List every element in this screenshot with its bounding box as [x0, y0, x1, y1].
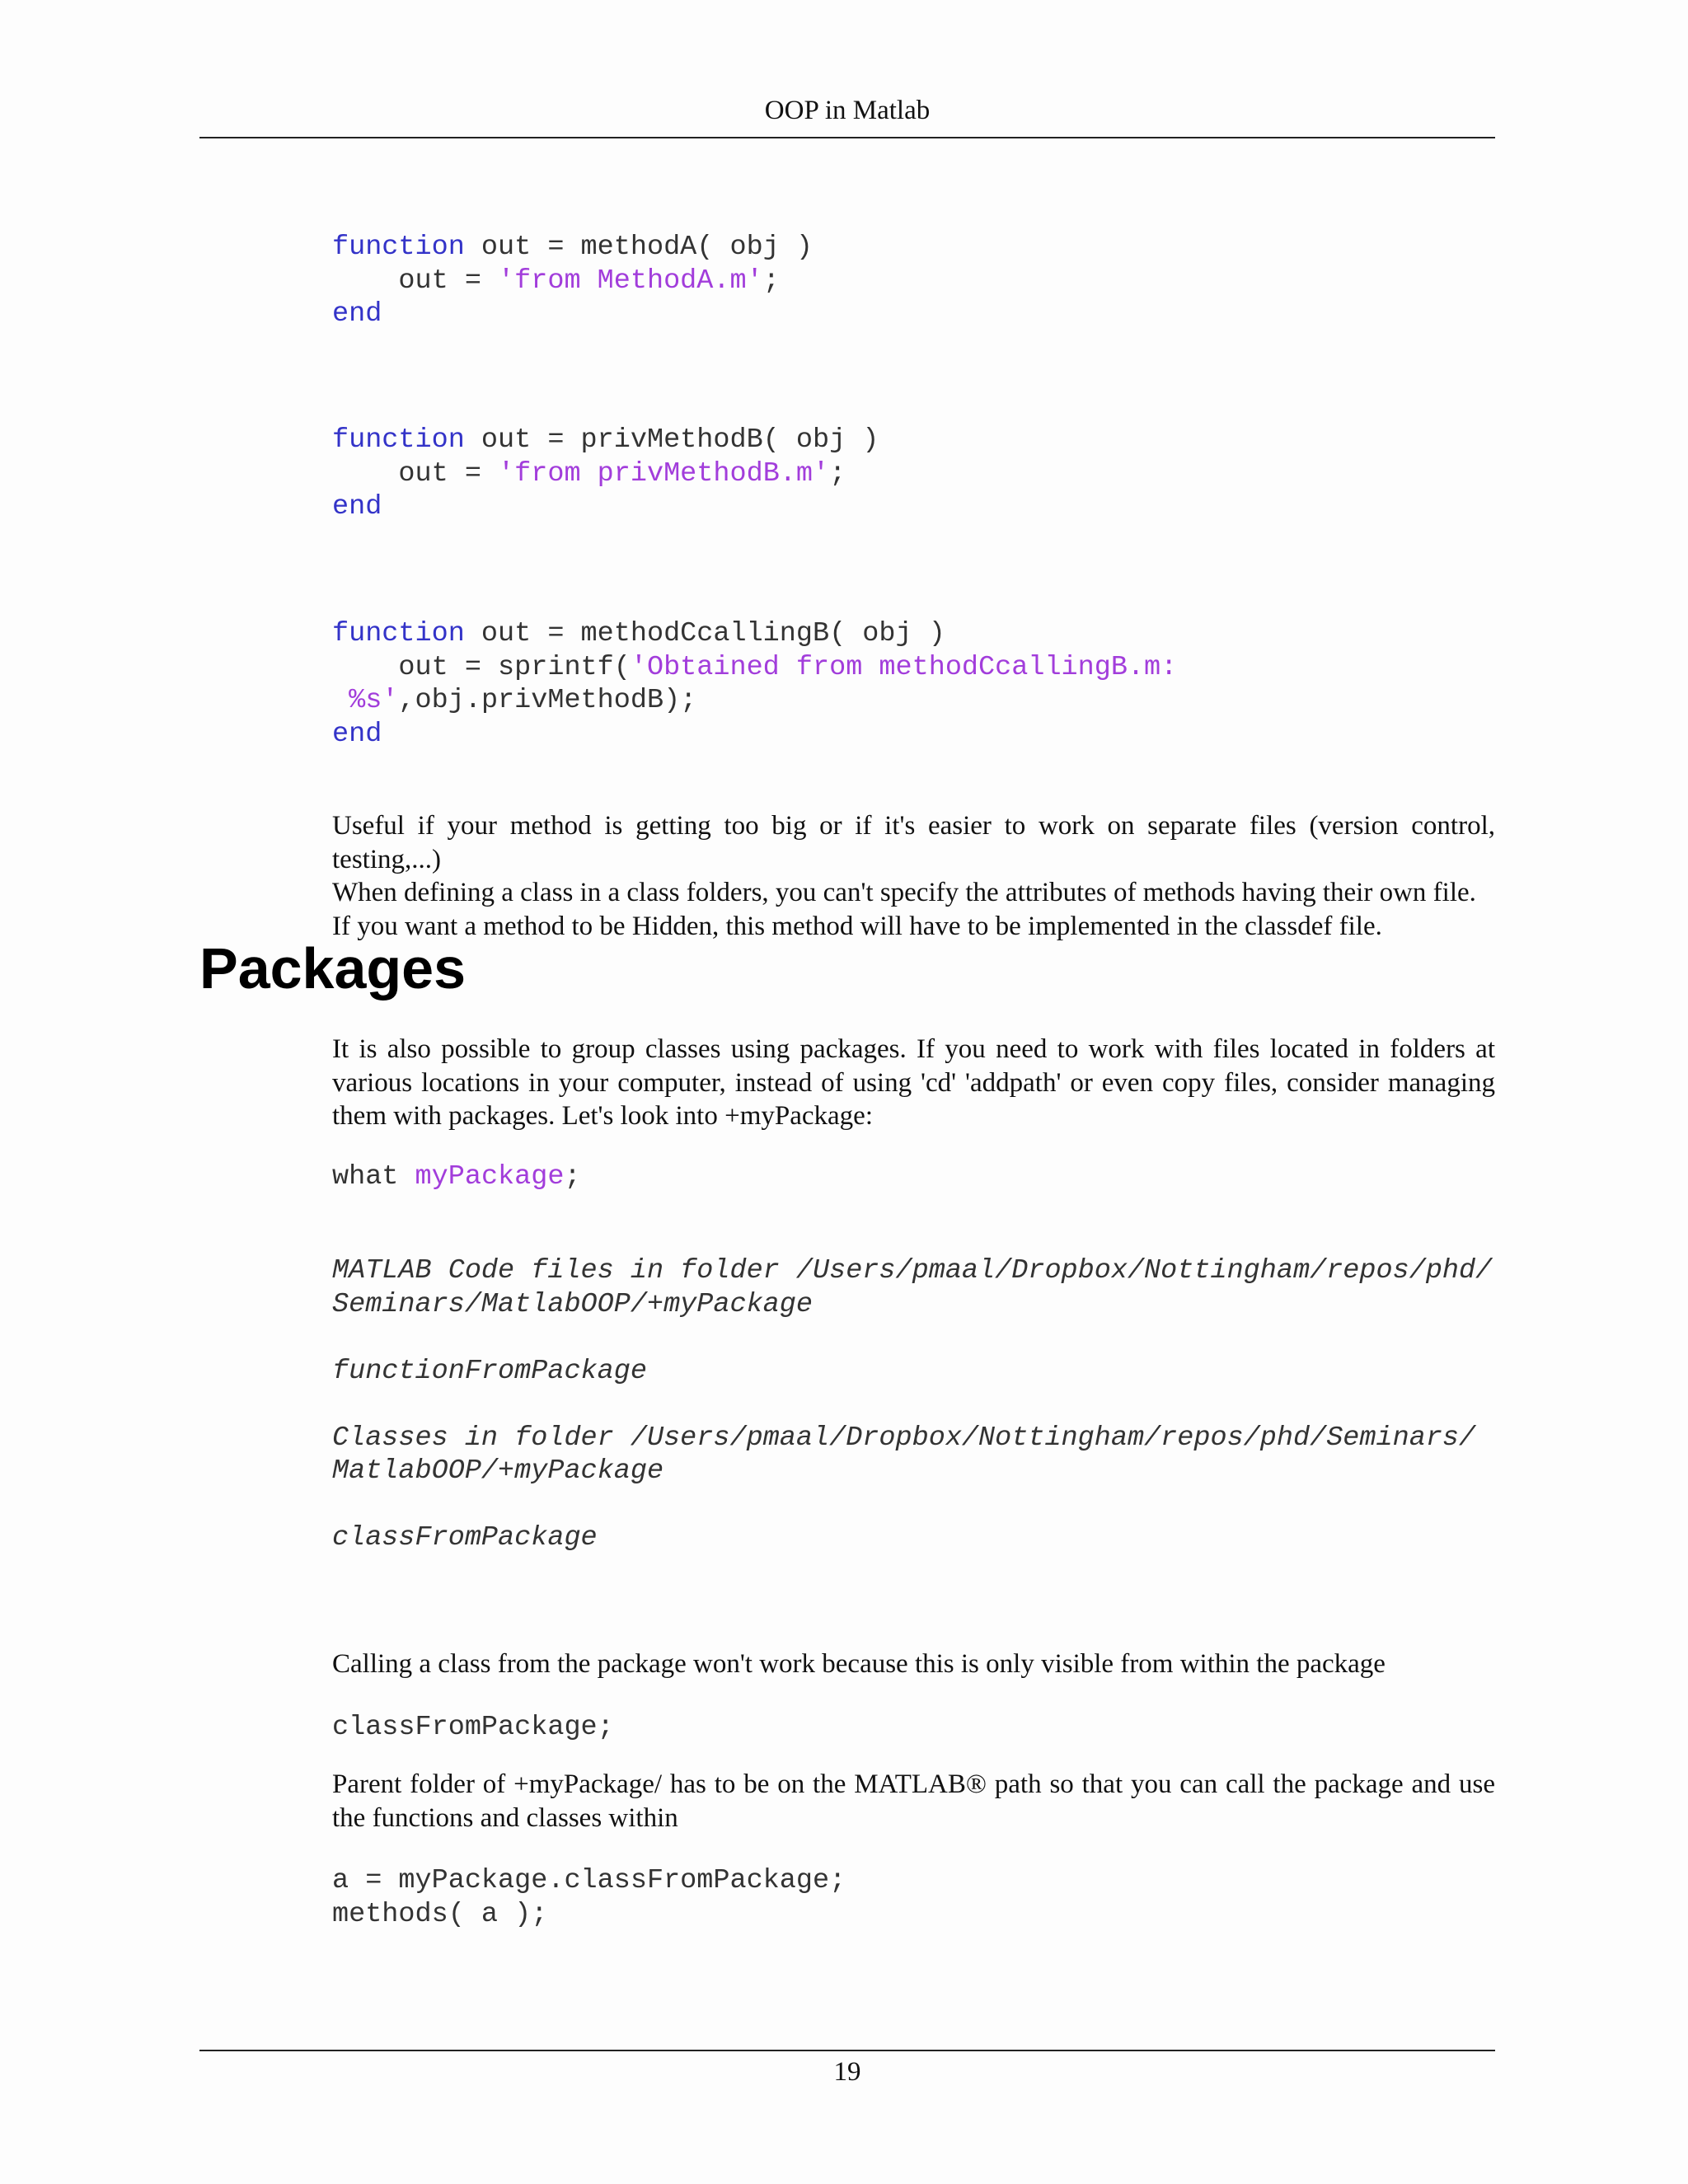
- code-text: ;: [829, 457, 846, 490]
- code-call-class: classFromPackage;: [332, 1712, 614, 1743]
- code-keyword: end: [332, 491, 382, 523]
- paragraph-calling-class: Calling a class from the package won't work because this is only visible from within the package: [332, 1649, 1386, 1679]
- code-string: 'Obtained from methodCcallingB.m:: [630, 651, 1178, 683]
- code-keyword: function: [332, 424, 465, 456]
- paragraph-class-folder-notes: [332, 809, 1495, 943]
- code-keyword: function: [332, 618, 465, 649]
- code-keyword: end: [332, 298, 382, 330]
- output-line: functionFromPackage: [332, 1355, 647, 1387]
- code-text: methods( a );: [332, 1898, 548, 1930]
- code-keyword: end: [332, 718, 382, 750]
- output-line: MATLAB Code files in folder /Users/pmaal/Dropbox/Nottingham/repos/phd/: [332, 1255, 1493, 1286]
- code-text: out = privMethodB( obj ): [464, 424, 879, 456]
- code-text: what: [332, 1161, 415, 1193]
- code-text: out = sprintf(: [332, 651, 631, 683]
- output-line: Seminars/MatlabOOP/+myPackage: [332, 1288, 813, 1320]
- paragraph-parent-folder: Parent folder of +myPackage/ has to be on the MATLAB® path so that you can call the package and use the functions and classes within: [332, 1769, 1495, 1833]
- code-text: ;: [762, 265, 780, 297]
- header-rule: [199, 137, 1495, 138]
- code-string: myPackage: [415, 1161, 565, 1193]
- code-final-block: [332, 1864, 1495, 1931]
- output-line: Classes in folder /Users/pmaal/Dropbox/Nottingham/repos/phd/Seminars/: [332, 1422, 1476, 1454]
- code-text: a = myPackage.classFromPackage;: [332, 1865, 846, 1896]
- paragraph-packages-intro: It is also possible to group classes using packages. If you need to work with files located in folders at various locations in your computer, instead of using 'cd' 'addpath' or even copy files, consider managing them with packages. Let's look into +myPackage:: [332, 1034, 1495, 1131]
- code-keyword: function: [332, 232, 465, 263]
- code-text: ;: [564, 1161, 581, 1193]
- footer-rule: [199, 2050, 1495, 2051]
- code-what-mypackage: [332, 1160, 1495, 1194]
- code-string: 'from MethodA.m': [498, 265, 763, 297]
- code-string: %s': [332, 685, 399, 716]
- code-block-privmethodb: [332, 424, 1495, 524]
- code-text: ,obj.privMethodB);: [398, 685, 697, 716]
- code-text: out =: [332, 265, 499, 297]
- command-output: [332, 1254, 1495, 1555]
- code-string: 'from privMethodB.m': [498, 457, 830, 490]
- code-text: out = methodCcallingB( obj ): [464, 618, 945, 649]
- section-heading-packages: Packages: [199, 936, 467, 1001]
- paragraph-line: When defining a class in a class folders, you can't specify the attributes of methods having their own file.: [332, 878, 1476, 907]
- code-text: out = methodA( obj ): [464, 232, 813, 263]
- paragraph-line: If you want a method to be Hidden, this method will have to be implemented in the classdef file.: [332, 911, 1382, 941]
- page-number: 19: [833, 2057, 861, 2087]
- code-text: out =: [332, 457, 499, 490]
- paragraph-line: Useful if your method is getting too big or if it's easier to work on separate files (version control, testing,...): [332, 811, 1495, 874]
- code-block-methodccallingb: [332, 617, 1495, 751]
- page-header: OOP in Matlab: [764, 96, 931, 125]
- output-line: classFromPackage: [332, 1522, 598, 1554]
- code-block-methoda: [332, 231, 1495, 331]
- output-line: MatlabOOP/+myPackage: [332, 1455, 664, 1487]
